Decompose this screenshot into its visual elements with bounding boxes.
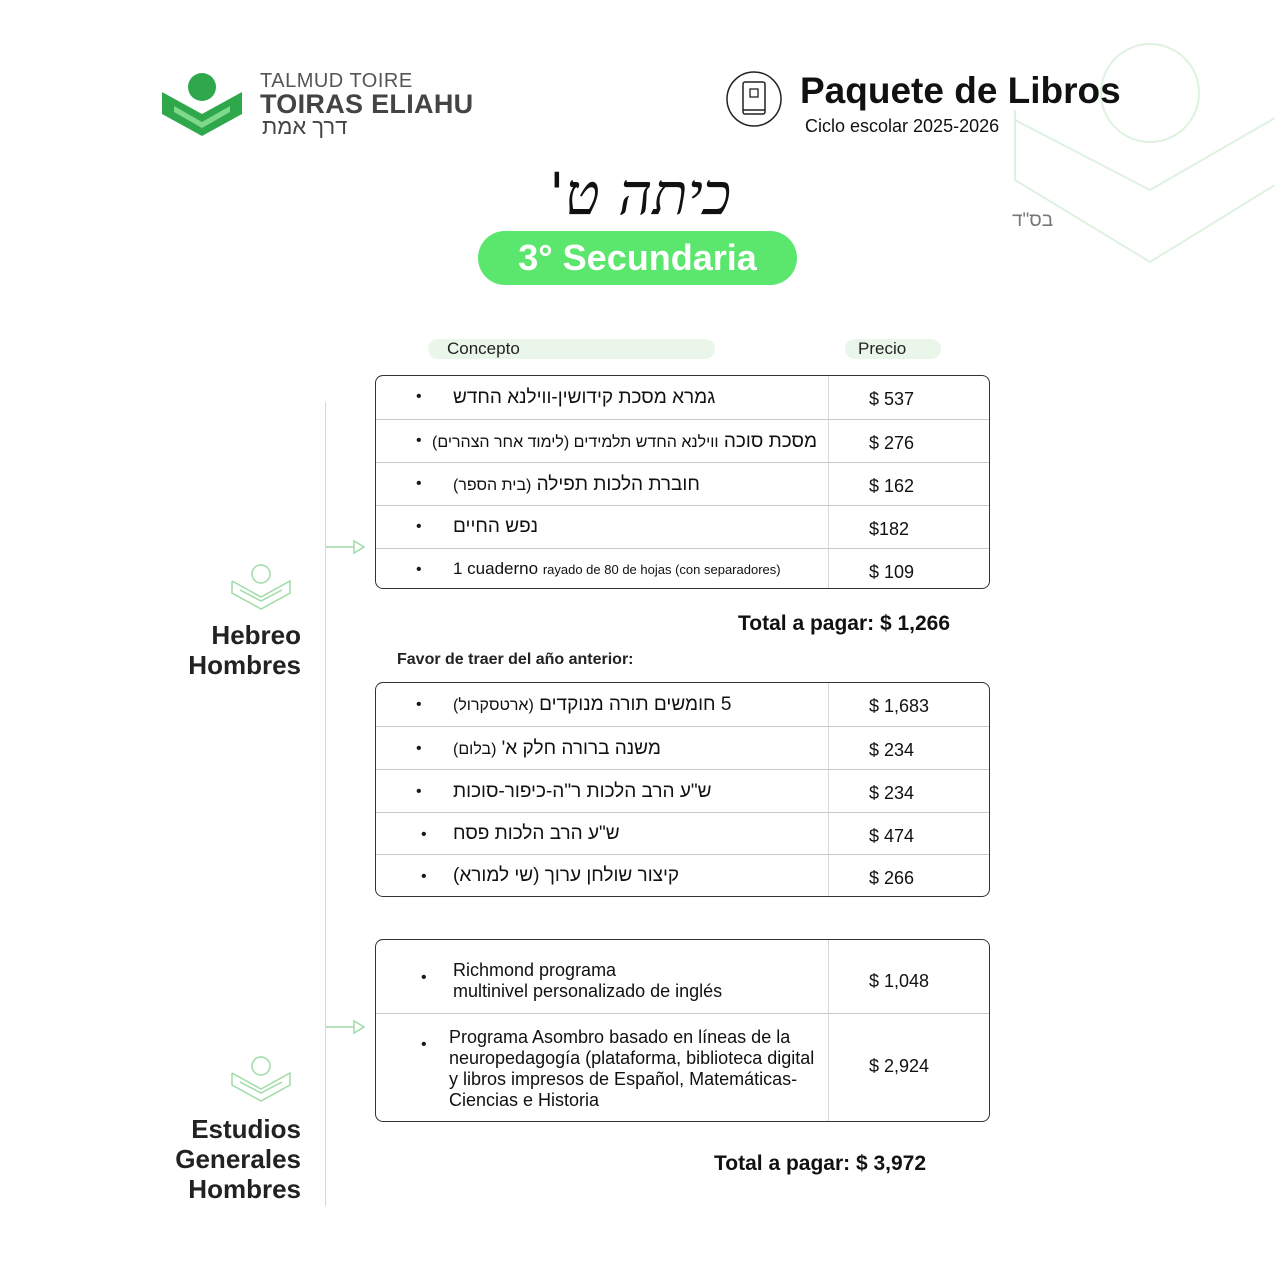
generales-table [375,939,990,1122]
arrow-right-icon [326,1019,366,1035]
item-price: $182 [869,519,910,539]
item-price: $ 276 [869,433,915,453]
hebreo-total: Total a pagar: $ 1,266 [738,612,951,635]
item-name: קיצור שולחן ערוך (שי למורא) [453,865,680,886]
book-icon [725,70,783,128]
item-price: $ 474 [869,826,915,846]
item-name: ש"ע הרב הלכות פסח [453,823,620,844]
logo-line1: TALMUD TOIRE [260,70,413,92]
item-name: משנה ברורה חלק א' [501,738,661,759]
section-icon [230,1055,292,1107]
item-price: $ 109 [869,562,915,582]
prior-year-table [375,682,990,897]
table-row: • קיצור שולחן ערוך (שי למורא) $ 266 [376,854,989,897]
hebreo-table [375,375,990,589]
item-price: $ 162 [869,476,915,496]
table-row: • משנה ברורה חלק א' (בלום) $ 234 [376,726,989,769]
item-name: 1 cuaderno [453,559,539,578]
item-name: ש"ע הרב הלכות ר"ה-כיפור-סוכות [453,781,712,802]
logo-mark [160,70,245,140]
arrow-right-icon [326,539,366,555]
grade-hebrew: כיתה ט' [548,160,732,228]
table-row: • 5 חומשים תורה מנוקדים (ארטסקרול) $ 1,683 [376,683,989,726]
page-title: Paquete de Libros [800,70,1121,111]
item-price: $ 2,924 [869,1056,930,1076]
table-row: • ש"ע הרב הלכות פסח $ 474 [376,812,989,854]
table-row: • 1 cuaderno rayado de 80 de hojas (con separadores) $ 109 [376,548,989,589]
item-note: (ארטסקרול) [453,697,534,714]
table-row: • גמרא מסכת קידושין-ווילנא החדש $ 537 [376,376,989,419]
column-concepto: Concepto [428,339,715,359]
item-name: נפש החיים [453,516,539,537]
column-precio: Precio [845,339,941,359]
item-price: $ 537 [869,389,915,409]
table-row: • ש"ע הרב הלכות ר"ה-כיפור-סוכות $ 234 [376,769,989,812]
page-subtitle: Ciclo escolar 2025-2026 [805,116,1000,136]
item-price: $ 234 [869,740,915,760]
section-icon [230,563,292,615]
item-name: גמרא מסכת קידושין-ווילנא החדש [453,387,716,408]
table-row: • נפש החיים $182 [376,505,989,548]
side-timeline [325,402,326,1206]
item-price: $ 234 [869,783,915,803]
item-note: rayado de 80 de hojas (con separadores) [542,562,781,577]
logo-line2: TOIRAS ELIAHU [260,89,474,119]
item-note: (בלום) [453,741,497,758]
table-row: • חוברת הלכות תפילה (בית הספר) $ 162 [376,462,989,505]
item-name: 5 חומשים תורה מנוקדים [539,694,732,715]
item-note: ווילנא החדש תלמידים (לימוד אחר הצהרים) [431,434,719,451]
item-name: מסכת סוכה [723,431,817,452]
table-row: • Richmond programa multinivel personalizado de inglés $ 1,048 [376,940,989,1013]
section-title-hebreo: Hebreo Hombres [188,620,301,680]
item-price: $ 1,048 [869,971,930,991]
item-price: $ 266 [869,868,915,888]
generales-total: Total a pagar: $ 3,972 [714,1152,927,1175]
grade-badge: 3° Secundaria [478,231,797,285]
item-name: Programa Asombro basado en líneas de la neuropedagogía (plataforma, biblioteca digital y libros impresos de Español, Matemáticas- Ciencias e Historia [449,1027,815,1110]
favor-label: Favor de traer del año anterior: [397,651,634,668]
item-name: Richmond programa multinivel personalizado de inglés [453,960,723,1001]
item-note: (בית הספר) [453,477,532,494]
item-name: חוברת הלכות תפילה [536,474,700,495]
item-price: $ 1,683 [869,696,930,716]
table-row: • Programa Asombro basado en líneas de la neuropedagogía (plataforma, biblioteca digital y libros impresos de Español, Matemáticas- Ciencias e Historia $ 2,924 [376,1013,989,1121]
section-title-generales: Estudios Generales Hombres [175,1114,301,1204]
bsd-mark: בס"ד [1012,210,1054,231]
table-row: • מסכת סוכה ווילנא החדש תלמידים (לימוד אחר הצהרים) $ 276 [376,419,989,462]
logo-line3: דרך אמת [262,114,348,139]
